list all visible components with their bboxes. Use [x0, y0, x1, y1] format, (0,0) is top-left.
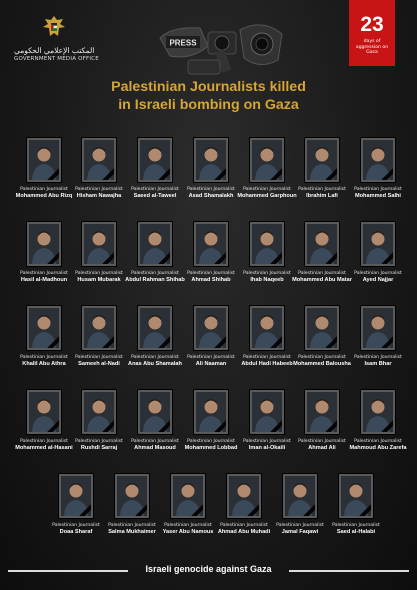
journalist-role: Palestinian Journalist	[131, 439, 179, 444]
journalist-name: Ahmad Ali	[308, 445, 336, 451]
journalist-name: Abdul Hadi Habeeb	[241, 361, 293, 367]
journalist-name: Hasil al-Madhoun	[20, 277, 68, 283]
journalist-photo	[194, 222, 228, 266]
aggression-days-badge	[349, 0, 395, 66]
journalist-role: Palestinian Journalist	[298, 187, 346, 192]
journalist-role: Palestinian Journalist	[75, 439, 123, 444]
journalist-card	[237, 222, 297, 284]
journalist-name: Saed al-Halabi	[336, 529, 376, 535]
journalist-name: Ahmad Abu Muhadi	[217, 529, 271, 535]
government-media-office-logo	[14, 14, 99, 62]
journalist-role: Palestinian Journalist	[298, 271, 346, 276]
journalist-name: Ibrahim Lafi	[306, 193, 338, 199]
journalist-name: Khalil Abu Athra	[22, 361, 66, 367]
journalist-name: Ihab Naqeeb	[250, 277, 284, 283]
days-count: 23	[360, 13, 384, 36]
journalist-card	[14, 138, 74, 200]
journalist-name: Ayed Najjar	[362, 277, 394, 283]
journalist-photo	[305, 306, 339, 350]
journalist-photo	[305, 390, 339, 434]
journalist-card	[158, 474, 218, 536]
journalist-name: Isam Bhar	[364, 361, 392, 367]
journalist-name: Abdul Rahman Shihab	[125, 277, 185, 283]
journalist-card	[125, 390, 185, 452]
journalist-role: Palestinian Journalist	[20, 187, 68, 192]
journalist-photo	[283, 474, 317, 518]
journalist-card	[292, 306, 352, 368]
journalist-role: Palestinian Journalist	[187, 271, 235, 276]
journalist-card	[292, 222, 352, 284]
journalist-name: Jamal Faqawi	[281, 529, 319, 535]
journalist-name: Yaser Abu Namous	[162, 529, 214, 535]
journalist-role: Palestinian Journalist	[243, 439, 291, 444]
journalist-name: Sameeh al-Nadi	[78, 361, 120, 367]
journalist-role: Palestinian Journalist	[354, 355, 402, 360]
org-name-english: GOVERNMENT MEDIA OFFICE	[14, 56, 99, 62]
journalist-card	[181, 306, 241, 368]
journalist-name: Mahmoud Abu Zarefa	[349, 445, 407, 451]
journalist-photo	[250, 390, 284, 434]
journalist-role: Palestinian Journalist	[220, 523, 268, 528]
journalist-card	[348, 138, 408, 200]
journalist-role: Palestinian Journalist	[131, 187, 179, 192]
journalist-photo	[227, 474, 261, 518]
journalist-card	[214, 474, 274, 536]
journalist-card	[237, 138, 297, 200]
journalist-name: Iman al-Okaili	[248, 445, 286, 451]
journalist-photo	[361, 306, 395, 350]
journalist-role: Palestinian Journalist	[164, 523, 212, 528]
journalist-role: Palestinian Journalist	[187, 187, 235, 192]
title-line-2: in Israeli bombing on Gaza	[118, 97, 299, 113]
journalist-photo	[138, 138, 172, 182]
journalist-card	[125, 222, 185, 284]
journalist-card	[46, 474, 106, 536]
journalist-photo	[82, 138, 116, 182]
journalist-card	[14, 390, 74, 452]
journalist-role: Palestinian Journalist	[276, 523, 324, 528]
journalist-card	[292, 390, 352, 452]
journalist-role: Palestinian Journalist	[131, 355, 179, 360]
journalist-card	[14, 306, 74, 368]
journalist-role: Palestinian Journalist	[298, 355, 346, 360]
journalist-photo	[194, 390, 228, 434]
days-caption: days of aggression on Gaza	[355, 39, 389, 56]
journalist-card	[348, 306, 408, 368]
journalist-role: Palestinian Journalist	[187, 439, 235, 444]
journalist-role: Palestinian Journalist	[75, 187, 123, 192]
journalist-card	[181, 222, 241, 284]
journalist-role: Palestinian Journalist	[243, 271, 291, 276]
press-vest-label: PRESS	[169, 38, 197, 48]
journalist-name: Doaa Sharaf	[59, 529, 93, 535]
journalist-photo	[82, 306, 116, 350]
journalist-name: Hisham Nawajha	[76, 193, 122, 199]
journalist-name: Mohammed Garphoun	[237, 193, 297, 199]
journalist-photo	[339, 474, 373, 518]
journalist-role: Palestinian Journalist	[243, 187, 291, 192]
journalist-role: Palestinian Journalist	[332, 523, 380, 528]
journalist-name: Mohammed Abu Matar	[292, 277, 352, 283]
journalist-role: Palestinian Journalist	[354, 187, 402, 192]
journalist-photo	[27, 390, 61, 434]
journalist-photo	[138, 222, 172, 266]
journalist-photo	[59, 474, 93, 518]
journalist-photo	[305, 138, 339, 182]
poster-title	[0, 78, 417, 114]
journalist-card	[102, 474, 162, 536]
journalist-card	[181, 390, 241, 452]
journalist-card	[326, 474, 386, 536]
journalist-name: Mohammed al-Hasani	[15, 445, 73, 451]
journalist-role: Palestinian Journalist	[298, 439, 346, 444]
journalist-role: Palestinian Journalist	[20, 355, 68, 360]
journalist-card	[348, 222, 408, 284]
journalist-card	[69, 222, 129, 284]
journalist-photo	[250, 138, 284, 182]
journalist-photo	[361, 222, 395, 266]
footer-caption: Israeli genocide against Gaza	[145, 564, 272, 574]
journalist-card	[125, 138, 185, 200]
journalist-name: Mohammed Lobbad	[184, 445, 238, 451]
journalist-photo	[82, 390, 116, 434]
journalist-name: Ahmad Shihab	[191, 277, 231, 283]
journalist-card	[69, 306, 129, 368]
journalist-card	[125, 306, 185, 368]
journalist-card	[292, 138, 352, 200]
journalist-photo	[115, 474, 149, 518]
journalist-photo	[361, 390, 395, 434]
journalist-photo	[27, 306, 61, 350]
journalist-photo	[250, 306, 284, 350]
journalist-card	[237, 390, 297, 452]
journalist-photo	[27, 222, 61, 266]
journalist-photo	[194, 138, 228, 182]
journalist-card	[69, 390, 129, 452]
journalist-name: Ali Naaman	[195, 361, 227, 367]
journalist-name: Rushdi Sarraj	[80, 445, 118, 451]
eagle-emblem-icon	[41, 14, 67, 40]
journalist-photo	[305, 222, 339, 266]
journalist-photo	[138, 390, 172, 434]
journalist-role: Palestinian Journalist	[131, 271, 179, 276]
journalist-role: Palestinian Journalist	[243, 355, 291, 360]
journalist-photo	[250, 222, 284, 266]
journalist-role: Palestinian Journalist	[52, 523, 100, 528]
journalist-name: Anas Abu Shamalah	[128, 361, 182, 367]
journalist-photo	[194, 306, 228, 350]
journalist-photo	[82, 222, 116, 266]
journalist-role: Palestinian Journalist	[20, 271, 68, 276]
journalist-card	[237, 306, 297, 368]
journalist-name: Mohammed Balousha	[293, 361, 351, 367]
journalist-card	[348, 390, 408, 452]
journalist-role: Palestinian Journalist	[354, 271, 402, 276]
journalist-name: Salma Mukhaimer	[108, 529, 156, 535]
journalist-name: Saeed al-Taweel	[133, 193, 177, 199]
journalist-role: Palestinian Journalist	[108, 523, 156, 528]
journalist-name: Husam Mubarak	[77, 277, 121, 283]
press-gear-illustration	[152, 16, 292, 86]
journalist-role: Palestinian Journalist	[75, 355, 123, 360]
journalist-card	[69, 138, 129, 200]
journalist-card	[181, 138, 241, 200]
journalist-name: Ahmad Masoud	[134, 445, 176, 451]
journalist-photo	[361, 138, 395, 182]
journalist-role: Palestinian Journalist	[20, 439, 68, 444]
journalist-role: Palestinian Journalist	[75, 271, 123, 276]
journalist-role: Palestinian Journalist	[354, 439, 402, 444]
journalist-card	[14, 222, 74, 284]
journalist-photo	[27, 138, 61, 182]
journalist-name: Mohammed Salhi	[354, 193, 401, 199]
journalist-photo	[171, 474, 205, 518]
journalist-photo	[138, 306, 172, 350]
title-line-1: Palestinian Journalists killed	[111, 79, 306, 95]
journalist-name: Asad Shamalakh	[188, 193, 234, 199]
journalist-role: Palestinian Journalist	[187, 355, 235, 360]
journalist-card	[270, 474, 330, 536]
journalist-name: Mohammed Abu Rizq	[15, 193, 73, 199]
org-name-arabic: المكتب الإعلامي الحكومي	[14, 46, 95, 55]
